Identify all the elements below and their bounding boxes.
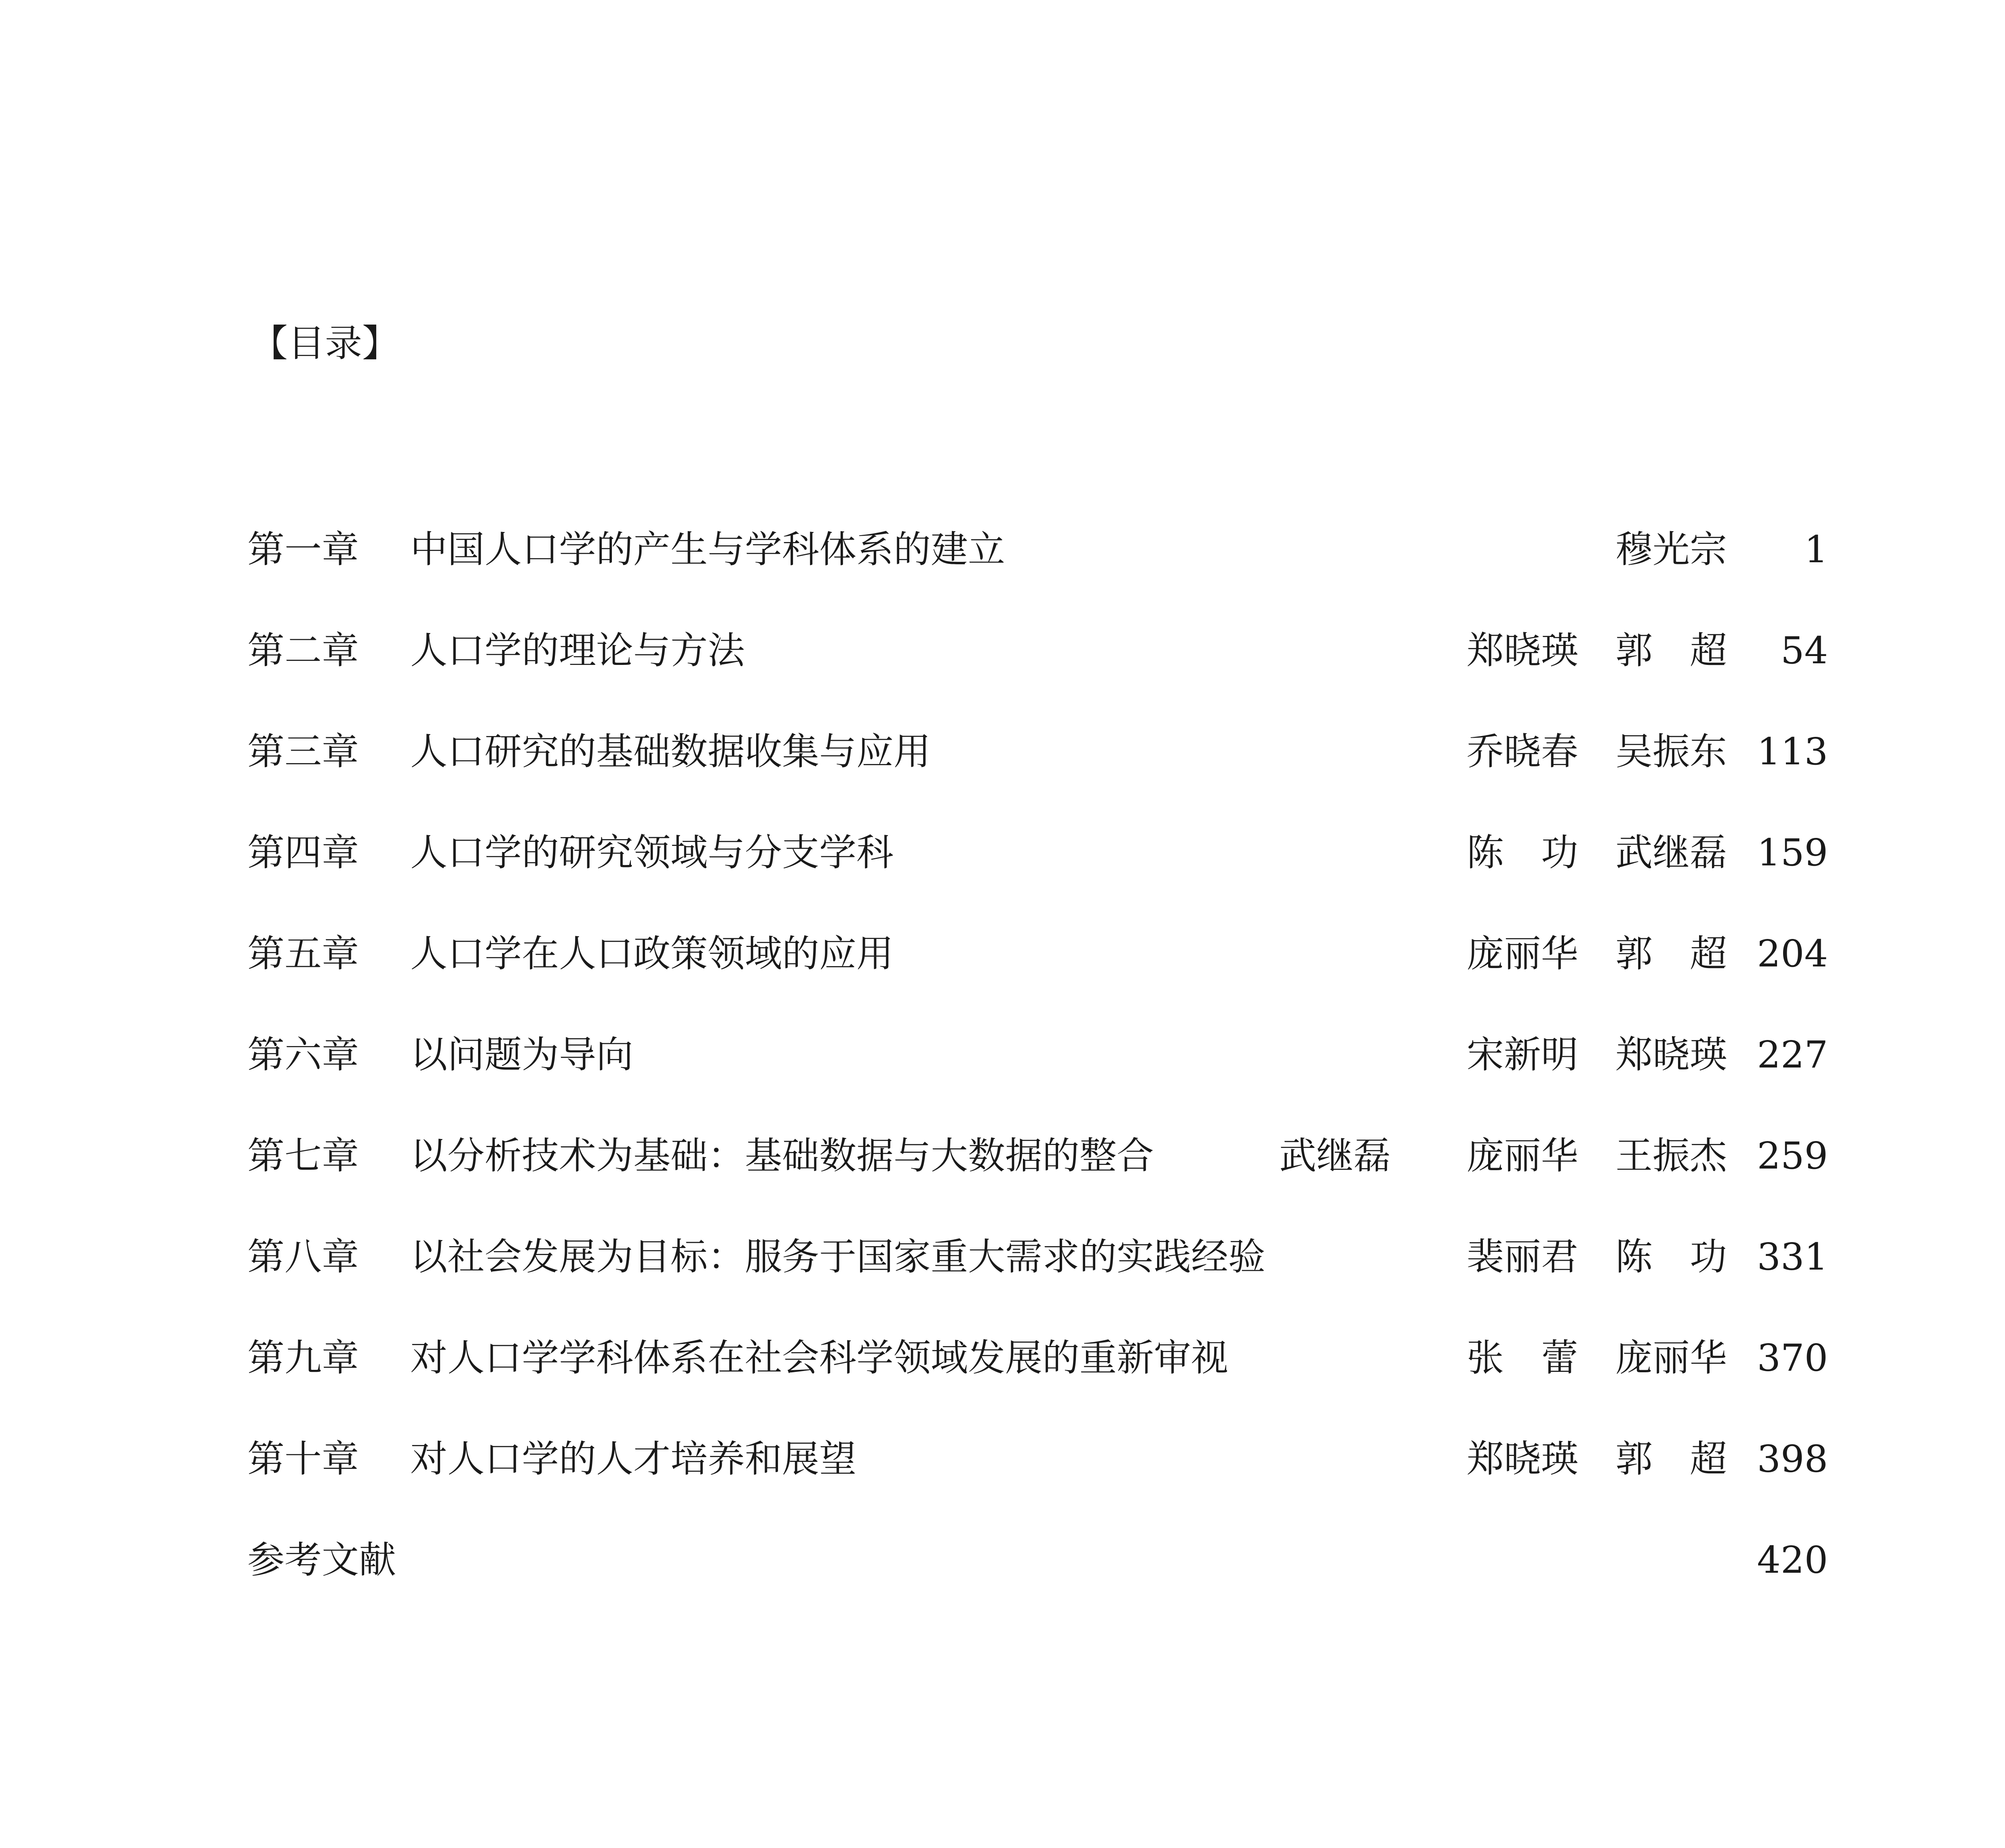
chapter-authors: 张 蕾 庞丽华: [1466, 1336, 1727, 1380]
chapter-title: 人口研究的基础数据收集与应用: [410, 730, 931, 773]
chapter-authors: 庞丽华 郭 超: [1466, 932, 1727, 975]
page-number: 259: [1757, 1134, 1828, 1177]
page-number: 204: [1757, 932, 1828, 975]
chapter-number: 第六章: [247, 1033, 359, 1076]
chapter-title: 人口学在人口政策领域的应用: [410, 932, 894, 975]
chapter-number: 第七章: [247, 1134, 359, 1177]
chapter-number: 第八章: [247, 1235, 359, 1278]
chapter-title: 以社会发展为目标：服务于国家重大需求的实践经验: [410, 1235, 1266, 1278]
page-number: 159: [1757, 831, 1828, 874]
chapter-title: 人口学的理论与方法: [410, 629, 745, 672]
chapter-authors: 郑晓瑛 郭 超: [1466, 1437, 1727, 1481]
chapter-title: 以问题为导向: [410, 1033, 634, 1076]
page-number: 331: [1757, 1235, 1828, 1278]
page-number: 420: [1757, 1538, 1828, 1582]
chapter-number: 第十章: [247, 1437, 359, 1481]
chapter-authors: 乔晓春 吴振东: [1466, 730, 1727, 773]
toc-entry[interactable]: [0, 1429, 2005, 1489]
chapter-number: 第九章: [247, 1336, 359, 1380]
chapter-authors: 穆光宗: [1615, 528, 1727, 571]
chapter-extra-author: 武继磊: [1279, 1134, 1391, 1177]
chapter-authors: 宋新明 郑晓瑛: [1466, 1033, 1727, 1076]
page-number: 227: [1757, 1033, 1828, 1076]
page-number: 1: [1804, 528, 1828, 571]
chapter-number: 第三章: [247, 730, 359, 773]
chapter-number: 第五章: [247, 932, 359, 975]
chapter-title: 人口学的研究领域与分支学科: [410, 831, 894, 874]
toc-entry[interactable]: [0, 924, 2005, 984]
toc-entry[interactable]: [0, 1227, 2005, 1287]
page-number: 113: [1757, 730, 1828, 773]
chapter-title: 对人口学学科体系在社会科学领域发展的重新审视: [410, 1336, 1229, 1380]
chapter-title: 中国人口学的产生与学科体系的建立: [410, 528, 1006, 571]
chapter-authors: 裴丽君 陈 功: [1466, 1235, 1727, 1278]
toc-entry-references[interactable]: [0, 1530, 2005, 1591]
chapter-authors: 郑晓瑛 郭 超: [1466, 629, 1727, 672]
page-number: 398: [1757, 1437, 1828, 1481]
chapter-authors: 陈 功 武继磊: [1466, 831, 1727, 874]
chapter-title: 对人口学的人才培养和展望: [410, 1437, 857, 1481]
toc-entry[interactable]: [0, 519, 2005, 580]
chapter-title: 以分析技术为基础：基础数据与大数据的整合: [410, 1134, 1154, 1177]
references-label: 参考文献: [247, 1538, 396, 1582]
chapter-number: 第二章: [247, 629, 359, 672]
page-number: 370: [1757, 1336, 1828, 1380]
toc-heading: 【目录】: [251, 322, 400, 365]
toc-entry[interactable]: [0, 1025, 2005, 1085]
toc-entry[interactable]: [0, 823, 2005, 883]
toc-entry[interactable]: [0, 721, 2005, 782]
toc-entry[interactable]: [0, 1328, 2005, 1388]
chapter-number: 第四章: [247, 831, 359, 874]
toc-entry[interactable]: [0, 1126, 2005, 1186]
chapter-number: 第一章: [247, 528, 359, 571]
toc-entry[interactable]: [0, 620, 2005, 681]
page-number: 54: [1780, 629, 1828, 672]
chapter-authors: 庞丽华 王振杰: [1466, 1134, 1727, 1177]
